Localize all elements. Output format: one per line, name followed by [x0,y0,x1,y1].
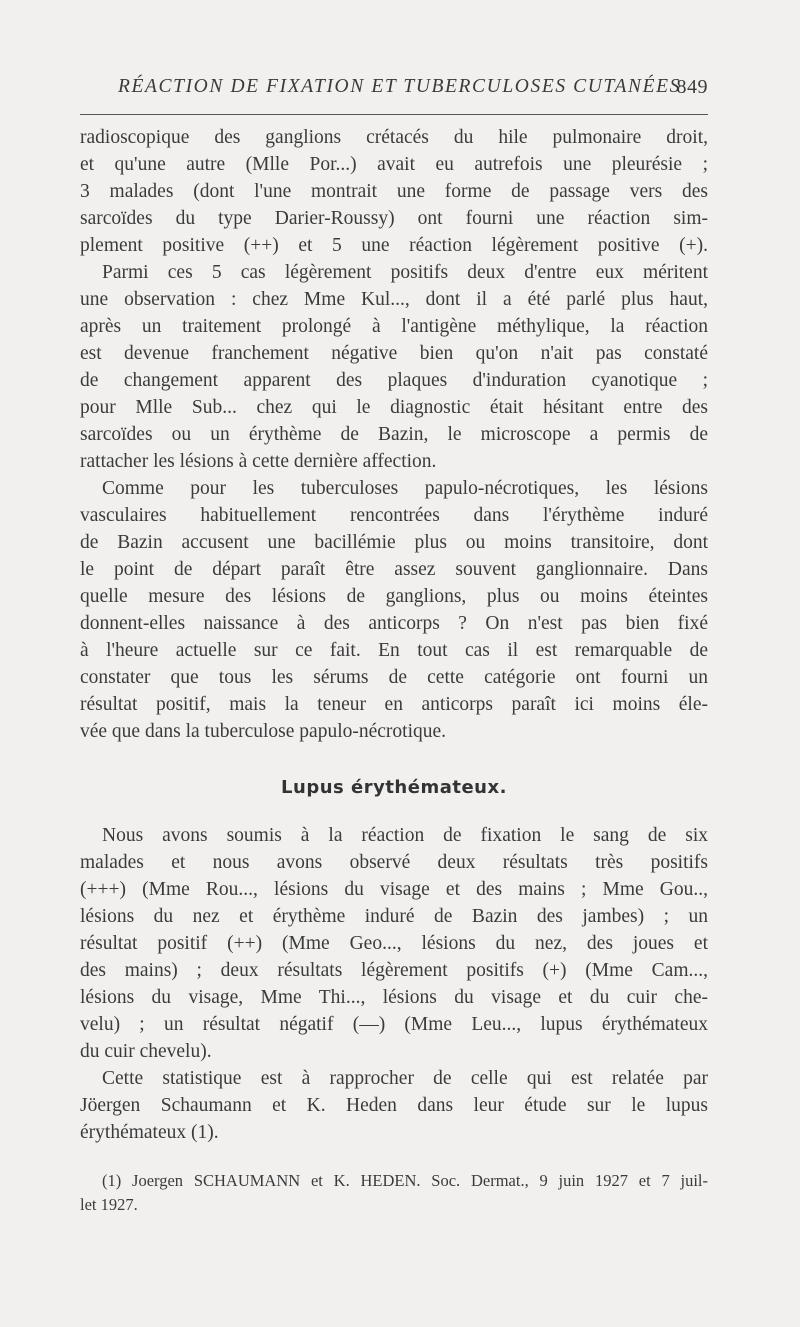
text-line: 3 malades (dont l'une montrait une forme de passage vers des [80,181,708,202]
text-line: velu) ; un résultat négatif (—) (Mme Leu..., lupus érythémateux [80,1014,708,1035]
paragraph [80,259,708,475]
text-line: lésions du visage, Mme Thi..., lésions du visage et du cuir che- [80,987,708,1008]
footnote-line: (1) Joergen SCHAUMANN et K. HEDEN. Soc. Dermat., 9 juin 1927 et 7 juil- [102,1171,708,1190]
text-line: constater que tous les sérums de cette catégorie ont fourni un [80,667,708,688]
text-line: rattacher les lésions à cette dernière affection. [80,451,437,472]
text-line: Nous avons soumis à la réaction de fixation le sang de six [102,825,708,846]
paragraph [80,124,708,259]
text-line: Parmi ces 5 cas légèrement positifs deux d'entre eux méritent [102,262,708,283]
header-rule [80,114,708,115]
text-line: à l'heure actuelle sur ce fait. En tout cas il est remarquable de [80,640,708,661]
text-line: vée que dans la tuberculose papulo-nécrotique. [80,721,447,742]
paragraph [80,1065,708,1146]
text-line: radioscopique des ganglions crétacés du hile pulmonaire droit, [80,127,708,148]
text-line: plement positive (++) et 5 une réaction légèrement positive (+). [80,235,708,256]
text-line: lésions du nez et érythème induré de Bazin des jambes) ; un [80,906,708,927]
text-line: Comme pour les tuberculoses papulo-nécrotiques, les lésions [102,478,708,499]
text-line: des mains) ; deux résultats légèrement positifs (+) (Mme Cam..., [80,960,708,981]
text-line: sarcoïdes du type Darier-Roussy) ont fourni une réaction sim- [80,208,708,229]
page-number: 849 [676,76,708,98]
text-line: une observation : chez Mme Kul..., dont il a été parlé plus haut, [80,289,708,310]
running-head [80,76,708,106]
text-line: et qu'une autre (Mlle Por...) avait eu autrefois une pleurésie ; [80,154,708,175]
text-line: le point de départ paraît être assez souvent ganglionnaire. Dans [80,559,708,580]
running-title: RÉACTION DE FIXATION ET TUBERCULOSES CUTANÉES [118,76,681,97]
text-line: résultat positif, mais la teneur en anticorps paraît ici moins éle- [80,694,708,715]
text-line: érythémateux (1). [80,1122,219,1143]
text-line: sarcoïdes ou un érythème de Bazin, le microscope a permis de [80,424,708,445]
paragraph [80,822,708,1065]
body-text [80,124,708,1146]
text-line: de Bazin accusent une bacillémie plus ou moins transitoire, dont [80,532,708,553]
footnote-line: let 1927. [80,1195,138,1214]
text-line: donnent-elles naissance à des anticorps ? On n'est pas bien fixé [80,613,708,634]
text-line: (+++) (Mme Rou..., lésions du visage et des mains ; Mme Gou.., [80,879,708,900]
text-line: vasculaires habituellement rencontrées dans l'érythème induré [80,505,708,526]
text-line: résultat positif (++) (Mme Geo..., lésions du nez, des joues et [80,933,708,954]
section-heading: Lupus érythémateux. [281,777,507,798]
text-line: après un traitement prolongé à l'antigène méthylique, la réaction [80,316,708,337]
text-line: Cette statistique est à rapprocher de celle qui est relatée par [102,1068,708,1089]
text-line: du cuir chevelu). [80,1041,212,1062]
text-line: est devenue franchement négative bien qu'on n'ait pas constaté [80,343,708,364]
footnote [80,1169,708,1217]
text-line: pour Mlle Sub... chez qui le diagnostic était hésitant entre des [80,397,708,418]
text-line: malades et nous avons observé deux résultats très positifs [80,852,708,873]
text-line: Jöergen Schaumann et K. Heden dans leur étude sur le lupus [80,1095,708,1116]
text-line: quelle mesure des lésions de ganglions, plus ou moins éteintes [80,586,708,607]
paragraph [80,475,708,745]
text-line: de changement apparent des plaques d'induration cyanotique ; [80,370,708,391]
